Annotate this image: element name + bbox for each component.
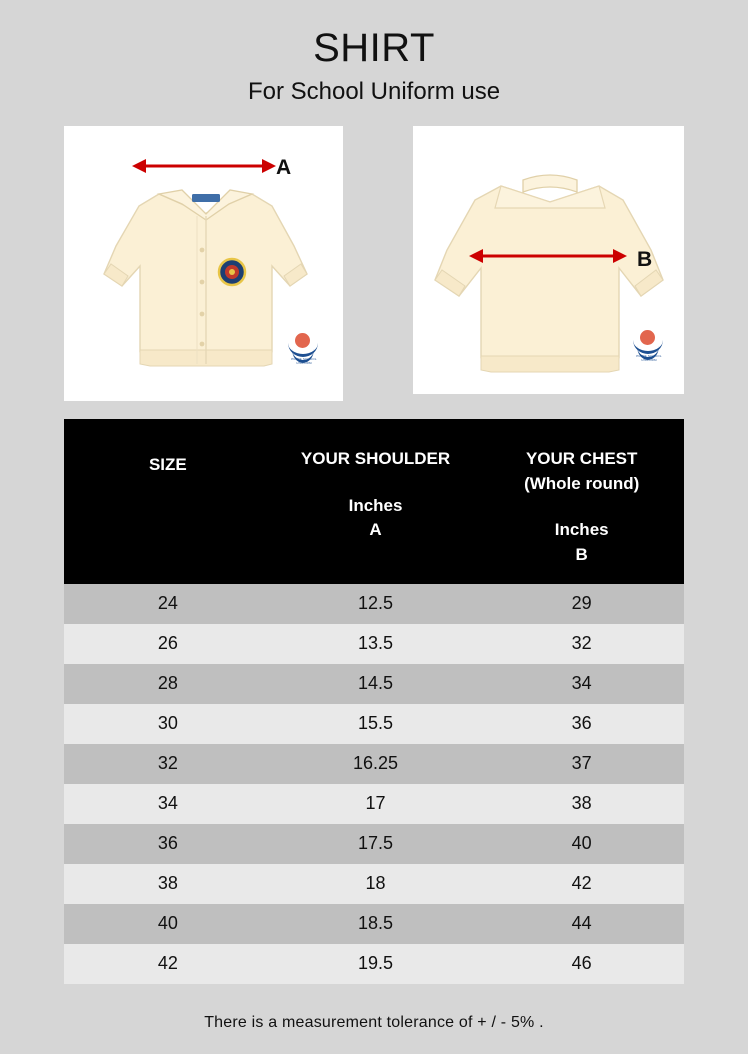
page-title: SHIRT: [313, 26, 435, 70]
cell-size: 42: [64, 944, 272, 984]
tolerance-note: There is a measurement tolerance of + / - 5% .: [204, 1013, 544, 1031]
figure-row: [0, 126, 748, 401]
column-header-size: [64, 419, 272, 584]
cell-chest: 42: [479, 864, 684, 904]
size-table-body: [64, 584, 684, 984]
column-header-chest-letter: B: [575, 544, 588, 564]
cell-shoulder: 18.5: [272, 904, 480, 944]
brand-logo: [287, 333, 321, 365]
size-table-wrapper: [64, 419, 684, 984]
size-table: [64, 419, 684, 984]
cell-size: 34: [64, 784, 272, 824]
table-row: [64, 824, 684, 864]
cell-shoulder: 19.5: [272, 944, 480, 984]
cell-chest: 36: [479, 704, 684, 744]
cell-shoulder: 16.25: [272, 744, 480, 784]
cell-chest: 38: [479, 784, 684, 824]
brand-logo: [632, 330, 666, 362]
page-subtitle: For School Uniform use: [247, 78, 501, 105]
cell-size: 32: [64, 744, 272, 784]
front-view-figure: [64, 126, 343, 401]
cell-chest: 40: [479, 824, 684, 864]
table-row: [64, 944, 684, 984]
cell-chest: 44: [479, 904, 684, 944]
cell-size: 26: [64, 624, 272, 664]
table-row: [64, 704, 684, 744]
cell-chest: 46: [479, 944, 684, 984]
table-header-row: [64, 419, 684, 584]
cell-size: 40: [64, 904, 272, 944]
table-row: [64, 864, 684, 904]
cell-size: 30: [64, 704, 272, 744]
table-row: [64, 664, 684, 704]
cell-shoulder: 18: [272, 864, 480, 904]
cell-size: 24: [64, 584, 272, 624]
back-view-figure: [413, 126, 684, 394]
cell-chest: 32: [479, 624, 684, 664]
label-a: A: [276, 156, 292, 179]
cell-shoulder: 17.5: [272, 824, 480, 864]
label-b: B: [637, 248, 653, 271]
column-header-chest-main: YOUR CHEST: [525, 449, 638, 468]
table-row: [64, 904, 684, 944]
column-header-shoulder-letter: A: [369, 520, 382, 540]
cell-shoulder: 15.5: [272, 704, 480, 744]
table-row: [64, 744, 684, 784]
table-row: [64, 584, 684, 624]
column-header-shoulder-unit: Inches: [348, 495, 403, 515]
column-header-size-main: SIZE: [148, 455, 187, 474]
cell-shoulder: 17: [272, 784, 480, 824]
column-header-chest-sub: (Whole round): [524, 473, 640, 493]
measure-arrow-a: [64, 148, 343, 188]
cell-size: 28: [64, 664, 272, 704]
column-header-shoulder-main: YOUR SHOULDER: [300, 449, 451, 468]
table-row: [64, 624, 684, 664]
table-row: [64, 784, 684, 824]
cell-shoulder: 14.5: [272, 664, 480, 704]
cell-chest: 37: [479, 744, 684, 784]
size-table-head: [64, 419, 684, 584]
brand-logo-text: PRIME SCHOOL UNIFORM: [291, 357, 317, 365]
brand-logo-text: PRIME SCHOOL UNIFORM: [636, 354, 662, 362]
column-header-chest: [479, 419, 684, 584]
column-header-chest-unit: Inches: [554, 520, 609, 540]
cell-chest: 29: [479, 584, 684, 624]
cell-size: 38: [64, 864, 272, 904]
cell-size: 36: [64, 824, 272, 864]
column-header-shoulder: [272, 419, 480, 584]
cell-shoulder: 12.5: [272, 584, 480, 624]
cell-shoulder: 13.5: [272, 624, 480, 664]
cell-chest: 34: [479, 664, 684, 704]
